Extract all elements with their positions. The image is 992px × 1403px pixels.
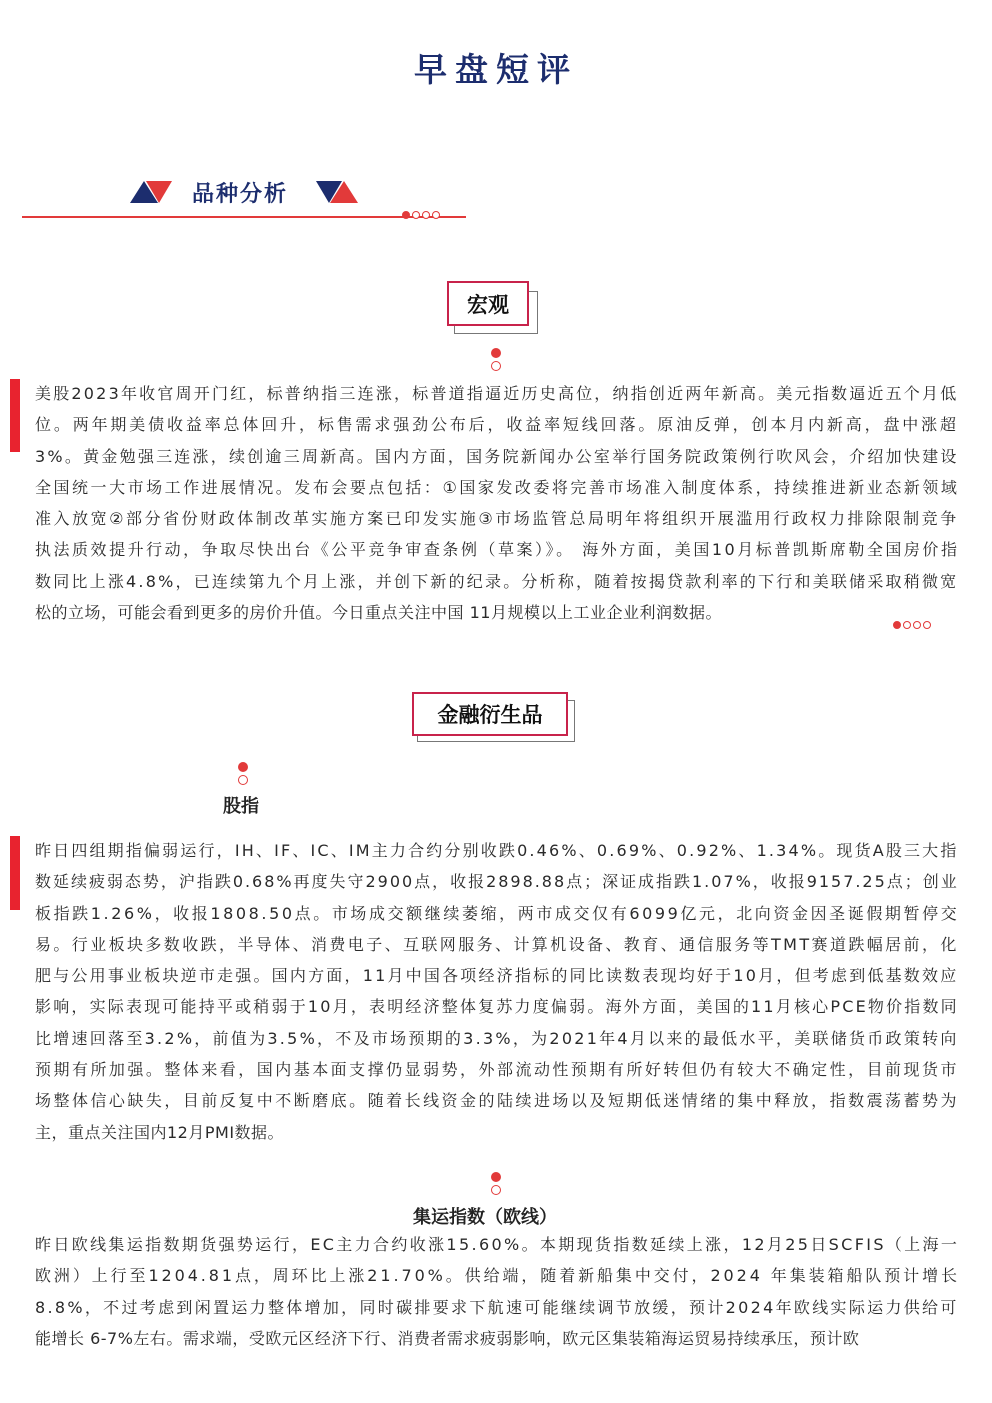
text-line: 数延续疲弱态势，沪指跌0.68%再度失守2900点，收报2898.88点；深证成指跌1.07%，收报9157.25点；创业 <box>35 872 959 892</box>
left-triangle-decoration <box>130 181 172 203</box>
macro-title: 宏观 <box>447 281 529 326</box>
text-line: 美股2023年收官周开门红，标普纳指三连涨，标普道指逼近历史高位，纳指创近两年新高。美元指数逼近五个月低 <box>35 384 959 403</box>
dot <box>903 621 911 629</box>
page-title: 早盘短评 <box>414 50 578 89</box>
dot <box>402 211 410 219</box>
freight-vertical-dots <box>491 1172 501 1195</box>
text-line: 易。行业板块多数收跌，半导体、消费电子、互联网服务、计算机设备、教育、通信服务等TMT赛道跌幅居前，化 <box>35 934 959 954</box>
text-line: 松的立场，可能会看到更多的房价升值。今日重点关注中国 11月规模以上工业企业利润数据。 <box>35 603 722 623</box>
index-futures-title: 股指 <box>223 796 259 817</box>
text-line: 数同比上涨4.8%，已连续第九个月上涨，并创下新的纪录。分析称，随着按揭贷款利率的下行和美联储采取稍微宽 <box>35 571 959 591</box>
dot <box>432 211 440 219</box>
dot <box>893 621 901 629</box>
right-triangle-decoration <box>316 181 358 203</box>
text-line: 板指跌1.26%，收报1808.50点。市场成交额继续萎缩，两市成交仅有6099亿元，北向资金因圣诞假期暂停交 <box>35 903 960 923</box>
macro-paragraph <box>35 378 960 628</box>
text-line: 3%。黄金勉强三连涨，续创逾三周新高。国内方面，国务院新闻办公室举行国务院政策例行吹风会，介绍加快建设 <box>35 446 959 466</box>
dot <box>238 775 248 785</box>
text-line: 位。两年期美债收益率总体回升，标售需求强劲公布后，收益率短线回落。原油反弹，创本月内新高，盘中涨超 <box>35 415 959 435</box>
dot <box>412 211 420 219</box>
index-futures-vertical-dots <box>238 762 248 785</box>
category-label: 品种分析 <box>192 182 289 207</box>
container-freight-title: 集运指数（欧线） <box>413 1207 557 1228</box>
dot <box>238 762 248 772</box>
text-line: 准入放宽②部分省份财政体制改革实施方案已印发实施③市场监管总局明年将组织开展滥用行政权力排除限制竞争 <box>35 509 959 529</box>
text-line: 肥与公用事业板块逆市走强。国内方面，11月中国各项经济指标的同比读数表现均好于10月，但考虑到低基数效应 <box>35 966 959 986</box>
dot <box>491 348 501 358</box>
macro-section-header <box>447 281 541 337</box>
text-line: 昨日欧线集运指数期货强势运行，EC主力合约收涨15.60%。本期现货指数延续上涨，12月25日SCFIS（上海一 <box>35 1235 960 1254</box>
derivatives-title: 金融衍生品 <box>412 692 568 736</box>
dot <box>491 1172 501 1182</box>
text-line: 欧洲）上行至1204.81点，周环比上涨21.70%。供给端，随着新船集中交付，2024 年集装箱船队预计增长 <box>35 1266 960 1286</box>
text-line: 执法质效提升行动，争取尽快出台《公平竞争审查条例（草案）》。 海外方面，美国10月标普凯斯席勒全国房价指 <box>35 540 960 560</box>
derivatives-section-header <box>412 692 578 744</box>
macro-side-bar <box>10 379 20 452</box>
macro-vertical-dots <box>491 348 501 371</box>
dot <box>491 361 501 371</box>
text-line: 8.8%，不过考虑到闲置运力整体增加，同时碳排要求下航速可能继续调节放缓，预计2024年欧线实际运力供给可 <box>35 1297 959 1317</box>
dot <box>422 211 430 219</box>
text-line: 全国统一大市场工作进展情况。发布会要点包括：①国家发改委将完善市场准入制度体系，持续推进新业态新领域 <box>35 477 960 497</box>
text-line: 场整体信心缺失，目前反复中不断磨底。随着长线资金的陆续进场以及短期低迷情绪的集中释放，指数震荡蓄势为 <box>35 1091 959 1111</box>
macro-end-dots <box>893 621 931 629</box>
index-futures-paragraph <box>35 835 960 1148</box>
text-line: 比增速回落至3.2%，前值为3.5%，不及市场预期的3.3%，为2021年4月以来的最低水平，美联储货币政策转向 <box>35 1028 959 1048</box>
index-futures-side-bar <box>10 836 20 910</box>
header-dots <box>402 211 440 219</box>
dot <box>923 621 931 629</box>
text-line: 主，重点关注国内12月PMI数据。 <box>35 1122 285 1142</box>
text-line: 影响，实际表现可能持平或稍弱于10月，表明经济整体复苏力度偏弱。海外方面，美国的11月核心PCE物价指数同 <box>35 997 959 1017</box>
category-underline <box>22 216 466 218</box>
text-line: 预期有所加强。整体来看，国内基本面支撑仍显弱势，外部流动性预期有所好转但仍有较大不确定性，目前现货市 <box>35 1060 959 1080</box>
text-line: 能增长 6-7%左右。需求端，受欧元区经济下行、消费者需求疲弱影响，欧元区集装箱海运贸易持续承压，预计欧 <box>35 1328 860 1348</box>
dot <box>491 1185 501 1195</box>
container-freight-paragraph <box>35 1229 960 1354</box>
text-line: 昨日四组期指偏弱运行，IH、IF、IC、IM主力合约分别收跌0.46%、0.69%、0.92%、1.34%。现货A股三大指 <box>35 841 959 860</box>
dot <box>913 621 921 629</box>
category-header <box>22 175 466 223</box>
